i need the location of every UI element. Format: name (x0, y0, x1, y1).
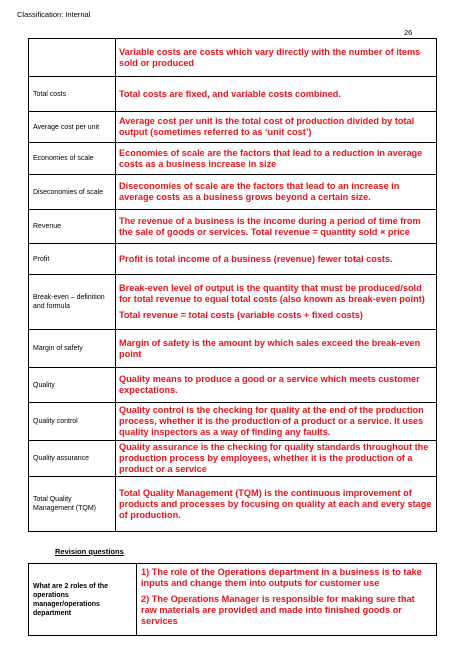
table-row (29, 330, 437, 368)
definition-cell: Total costs are fixed, and variable costs combined. (116, 77, 437, 112)
table-row (29, 112, 437, 143)
glossary-table (28, 38, 437, 532)
classification-label: Classification: Internal (17, 10, 91, 19)
term-cell: Revenue (29, 210, 116, 244)
definition-cell: Variable costs are costs which vary directly with the number of items sold or produced (116, 39, 437, 77)
table-row (29, 564, 437, 636)
table-row (29, 477, 437, 532)
definition-cell: Profit is total income of a business (revenue) fewer total costs. (116, 244, 437, 275)
term-cell: Diseconomies of scale (29, 175, 116, 210)
question-cell: What are 2 roles of the operations manager/operations department (29, 564, 137, 636)
term-cell: Total costs (29, 77, 116, 112)
answer-2: 2) The Operations Manager is responsible for making sure that raw materials are provided and made into finished goods or services (141, 594, 415, 626)
term-cell: Quality (29, 368, 116, 403)
answer-1: 1) The role of the Operations department in a business is to take inputs and change them into outputs for customer use (141, 567, 422, 588)
term-cell: Total Quality Management (TQM) (29, 477, 116, 532)
table-row (29, 441, 437, 477)
table-row (29, 368, 437, 403)
term-cell: Quality assurance (29, 441, 116, 477)
definition-text: Break-even level of output is the quantity that must be produced/sold for total revenue to equal total costs (also known as break-even point) (119, 283, 425, 304)
revision-questions-heading: Revision questions (55, 547, 124, 556)
term-cell: Margin of safety (29, 330, 116, 368)
definition-cell: Quality assurance is the checking for quality standards throughout the production process by employees, whether it is the production of a product or a service (116, 441, 437, 477)
definition-cell: Quality means to produce a good or a service which meets customer expectations. (116, 368, 437, 403)
table-row (29, 403, 437, 441)
definition-cell: Diseconomies of scale are the factors that lead to an increase in average costs as a business grows beyond a certain size. (116, 175, 437, 210)
definition-cell: Total Quality Management (TQM) is the continuous improvement of products and processes by focusing on quality at each and every stage of production. (116, 477, 437, 532)
table-row (29, 210, 437, 244)
definition-cell: Economies of scale are the factors that lead to a reduction in average costs as a business increase in size (116, 143, 437, 175)
answer-cell (137, 564, 437, 636)
table-row (29, 175, 437, 210)
break-even-formula: Total revenue = total costs (variable costs + fixed costs) (119, 310, 363, 320)
definition-cell: Quality control is the checking for quality at the end of the production process, whether it is the production of a product or a service. It uses quality inspectors as a way of finding any faults. (116, 403, 437, 441)
term-cell (29, 39, 116, 77)
definition-cell (116, 275, 437, 330)
revision-table (28, 563, 437, 636)
definition-cell: Margin of safety is the amount by which sales exceed the break-even point (116, 330, 437, 368)
table-row (29, 39, 437, 77)
term-cell: Profit (29, 244, 116, 275)
term-cell: Average cost per unit (29, 112, 116, 143)
term-cell: Economies of scale (29, 143, 116, 175)
table-row (29, 244, 437, 275)
definition-cell: Average cost per unit is the total cost of production divided by total output (sometimes referred to as ‘unit cost’) (116, 112, 437, 143)
term-cell: Quality control (29, 403, 116, 441)
page-number: 26 (404, 28, 413, 37)
table-row (29, 77, 437, 112)
definition-cell: The revenue of a business is the income during a period of time from the sale of goods or services. Total revenue = quantity sold × price (116, 210, 437, 244)
term-cell: Break-even – definition and formula (29, 275, 116, 330)
table-row (29, 275, 437, 330)
table-row (29, 143, 437, 175)
